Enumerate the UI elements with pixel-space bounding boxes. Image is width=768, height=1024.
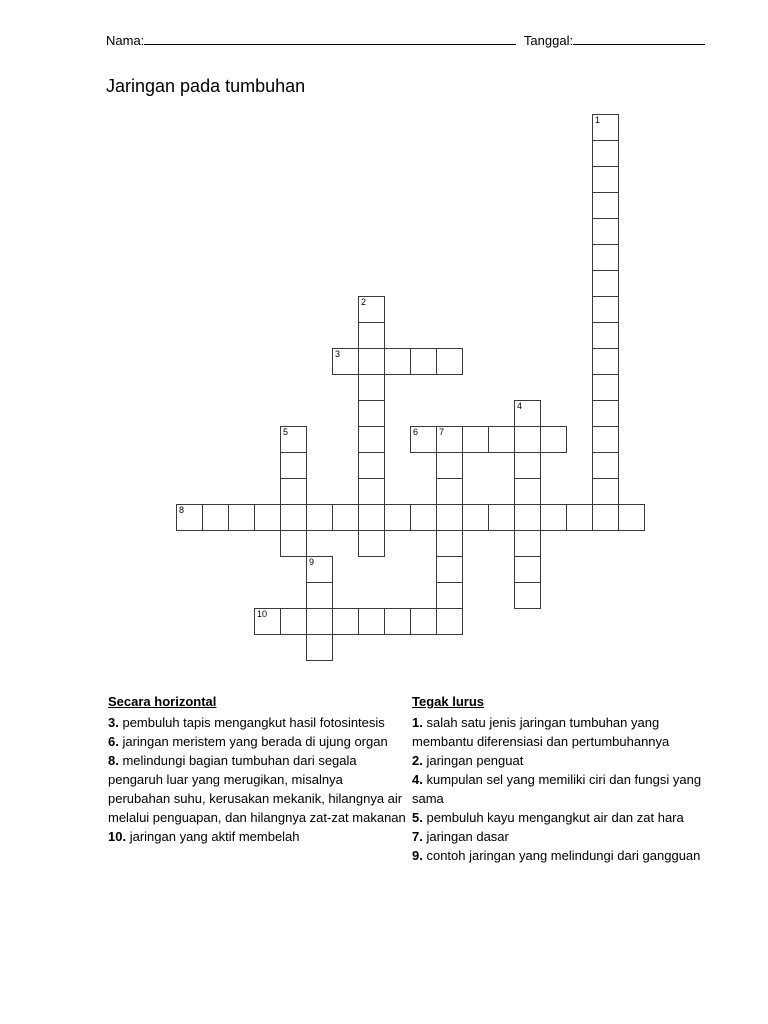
clue-text: pembuluh kayu mengangkut air dan zat hara (426, 810, 684, 825)
clue-text: jaringan dasar (426, 829, 509, 844)
clue-text: kumpulan sel yang memiliki ciri dan fungsi yang sama (412, 772, 702, 806)
clue-down-5 (412, 808, 712, 827)
clue-across-6 (108, 732, 408, 751)
crossword-cell[interactable] (592, 114, 619, 141)
crossword-cell[interactable] (358, 608, 385, 635)
crossword-cell[interactable] (436, 504, 463, 531)
crossword-cell[interactable] (410, 348, 437, 375)
clue-text: jaringan penguat (426, 753, 524, 768)
crossword-cell[interactable] (436, 608, 463, 635)
crossword-cell[interactable] (358, 322, 385, 349)
clue-number-label: 5 (283, 427, 289, 437)
crossword-cell[interactable] (436, 478, 463, 505)
crossword-cell[interactable] (306, 634, 333, 661)
crossword-cell[interactable] (228, 504, 255, 531)
crossword-cell[interactable] (514, 400, 541, 427)
crossword-cell[interactable] (410, 504, 437, 531)
crossword-cell[interactable] (436, 556, 463, 583)
crossword-cell[interactable] (358, 426, 385, 453)
clue-number-label: 10 (257, 609, 268, 619)
crossword-cell[interactable] (280, 504, 307, 531)
crossword-cell[interactable] (514, 504, 541, 531)
crossword-cell[interactable] (254, 504, 281, 531)
clue-number-label: 2 (361, 297, 367, 307)
crossword-cell[interactable] (358, 400, 385, 427)
clues-across (108, 693, 408, 846)
clue-down-2 (412, 751, 712, 770)
clue-number-label: 4 (517, 401, 523, 411)
clue-number: 7. (412, 829, 423, 844)
crossword-cell[interactable] (358, 504, 385, 531)
crossword-cell[interactable] (358, 478, 385, 505)
crossword-cell[interactable] (514, 582, 541, 609)
crossword-cell[interactable] (514, 452, 541, 479)
clue-across-8 (108, 751, 408, 827)
clue-number-label: 8 (179, 505, 185, 515)
crossword-cell[interactable] (436, 348, 463, 375)
clue-down-9 (412, 846, 712, 865)
clues-down-heading: Tegak lurus (412, 694, 485, 709)
crossword-cell[interactable] (410, 426, 437, 453)
clue-number: 9. (412, 848, 423, 863)
crossword-cell[interactable] (332, 504, 359, 531)
clues-across-heading: Secara horizontal (108, 694, 217, 709)
clue-text: salah satu jenis jaringan tumbuhan yang membantu diferensiasi dan pertumbuhannya (412, 715, 670, 749)
clue-down-7 (412, 827, 712, 846)
clue-number-label: 1 (595, 115, 601, 125)
crossword-cell[interactable] (254, 608, 281, 635)
crossword-cell[interactable] (280, 426, 307, 453)
clue-across-10 (108, 827, 408, 846)
crossword-cell[interactable] (592, 504, 619, 531)
crossword-cell[interactable] (540, 426, 567, 453)
clue-number: 4. (412, 772, 423, 787)
crossword-cell[interactable] (514, 478, 541, 505)
crossword-cell[interactable] (488, 426, 515, 453)
clue-text: pembuluh tapis mengangkut hasil fotosintesis (122, 715, 385, 730)
page-title: Jaringan pada tumbuhan (106, 76, 306, 96)
clue-text: contoh jaringan yang melindungi dari gangguan (426, 848, 701, 863)
header-line (106, 32, 710, 48)
crossword-cell[interactable] (176, 504, 203, 531)
clue-text: jaringan meristem yang berada di ujung organ (122, 734, 388, 749)
crossword-cell[interactable] (592, 478, 619, 505)
crossword-cell[interactable] (384, 504, 411, 531)
crossword-cell[interactable] (202, 504, 229, 531)
crossword-cell[interactable] (306, 582, 333, 609)
clue-number: 5. (412, 810, 423, 825)
crossword-cell[interactable] (592, 322, 619, 349)
crossword-cell[interactable] (592, 140, 619, 167)
clue-text: jaringan yang aktif membelah (129, 829, 300, 844)
date-label: Tanggal: (523, 33, 574, 48)
crossword-cell[interactable] (592, 166, 619, 193)
crossword-cell[interactable] (306, 504, 333, 531)
clue-text: melindungi bagian tumbuhan dari segala pengaruh luar yang merugikan, misalnya perubahan suhu, kerusakan mekanik, hilangnya air melalui penguapan, dan hilangnya zat-zat makanan (108, 753, 406, 825)
clue-number: 6. (108, 734, 119, 749)
crossword-cell[interactable] (514, 530, 541, 557)
crossword-cell[interactable] (358, 530, 385, 557)
crossword-cell[interactable] (514, 556, 541, 583)
crossword-cell[interactable] (358, 348, 385, 375)
crossword-cell[interactable] (332, 608, 359, 635)
crossword-cell[interactable] (410, 608, 437, 635)
crossword-cell[interactable] (462, 426, 489, 453)
crossword-cell[interactable] (306, 556, 333, 583)
crossword-cell[interactable] (618, 504, 645, 531)
crossword-cell[interactable] (358, 452, 385, 479)
crossword-cell[interactable] (358, 374, 385, 401)
clue-number: 2. (412, 753, 423, 768)
crossword-cell[interactable] (280, 452, 307, 479)
crossword-cell[interactable] (592, 426, 619, 453)
crossword-cell[interactable] (488, 504, 515, 531)
crossword-cell[interactable] (280, 530, 307, 557)
crossword-cell[interactable] (436, 452, 463, 479)
crossword-cell[interactable] (358, 296, 385, 323)
crossword-cell[interactable] (592, 270, 619, 297)
clue-across-3 (108, 713, 408, 732)
crossword-cell[interactable] (306, 608, 333, 635)
crossword-cell[interactable] (592, 374, 619, 401)
crossword-cell[interactable] (566, 504, 593, 531)
crossword-cell[interactable] (592, 348, 619, 375)
date-field[interactable] (573, 32, 705, 45)
crossword-cell[interactable] (592, 244, 619, 271)
clue-number-label: 7 (439, 427, 445, 437)
crossword-cell[interactable] (514, 426, 541, 453)
clue-down-1 (412, 713, 712, 751)
clue-number-label: 9 (309, 557, 315, 567)
crossword-cell[interactable] (592, 192, 619, 219)
crossword-cell[interactable] (332, 348, 359, 375)
crossword-cell[interactable] (592, 452, 619, 479)
clue-number-label: 6 (413, 427, 419, 437)
crossword-cell[interactable] (592, 400, 619, 427)
clue-down-4 (412, 770, 712, 808)
name-label: Nama: (106, 33, 145, 48)
clue-number: 10. (108, 829, 127, 844)
clue-number-label: 3 (335, 349, 341, 359)
name-field[interactable] (144, 32, 516, 45)
crossword-cell[interactable] (384, 608, 411, 635)
crossword-cell[interactable] (384, 348, 411, 375)
clues-down (412, 693, 712, 865)
crossword-cell[interactable] (436, 530, 463, 557)
crossword-cell[interactable] (592, 218, 619, 245)
clue-number: 8. (108, 753, 119, 768)
clue-number: 1. (412, 715, 423, 730)
crossword-cell[interactable] (462, 504, 489, 531)
crossword-cell[interactable] (280, 478, 307, 505)
crossword-cell[interactable] (436, 582, 463, 609)
crossword-cell[interactable] (280, 608, 307, 635)
clue-number: 3. (108, 715, 119, 730)
crossword-cell[interactable] (436, 426, 463, 453)
crossword-cell[interactable] (592, 296, 619, 323)
crossword-cell[interactable] (540, 504, 567, 531)
